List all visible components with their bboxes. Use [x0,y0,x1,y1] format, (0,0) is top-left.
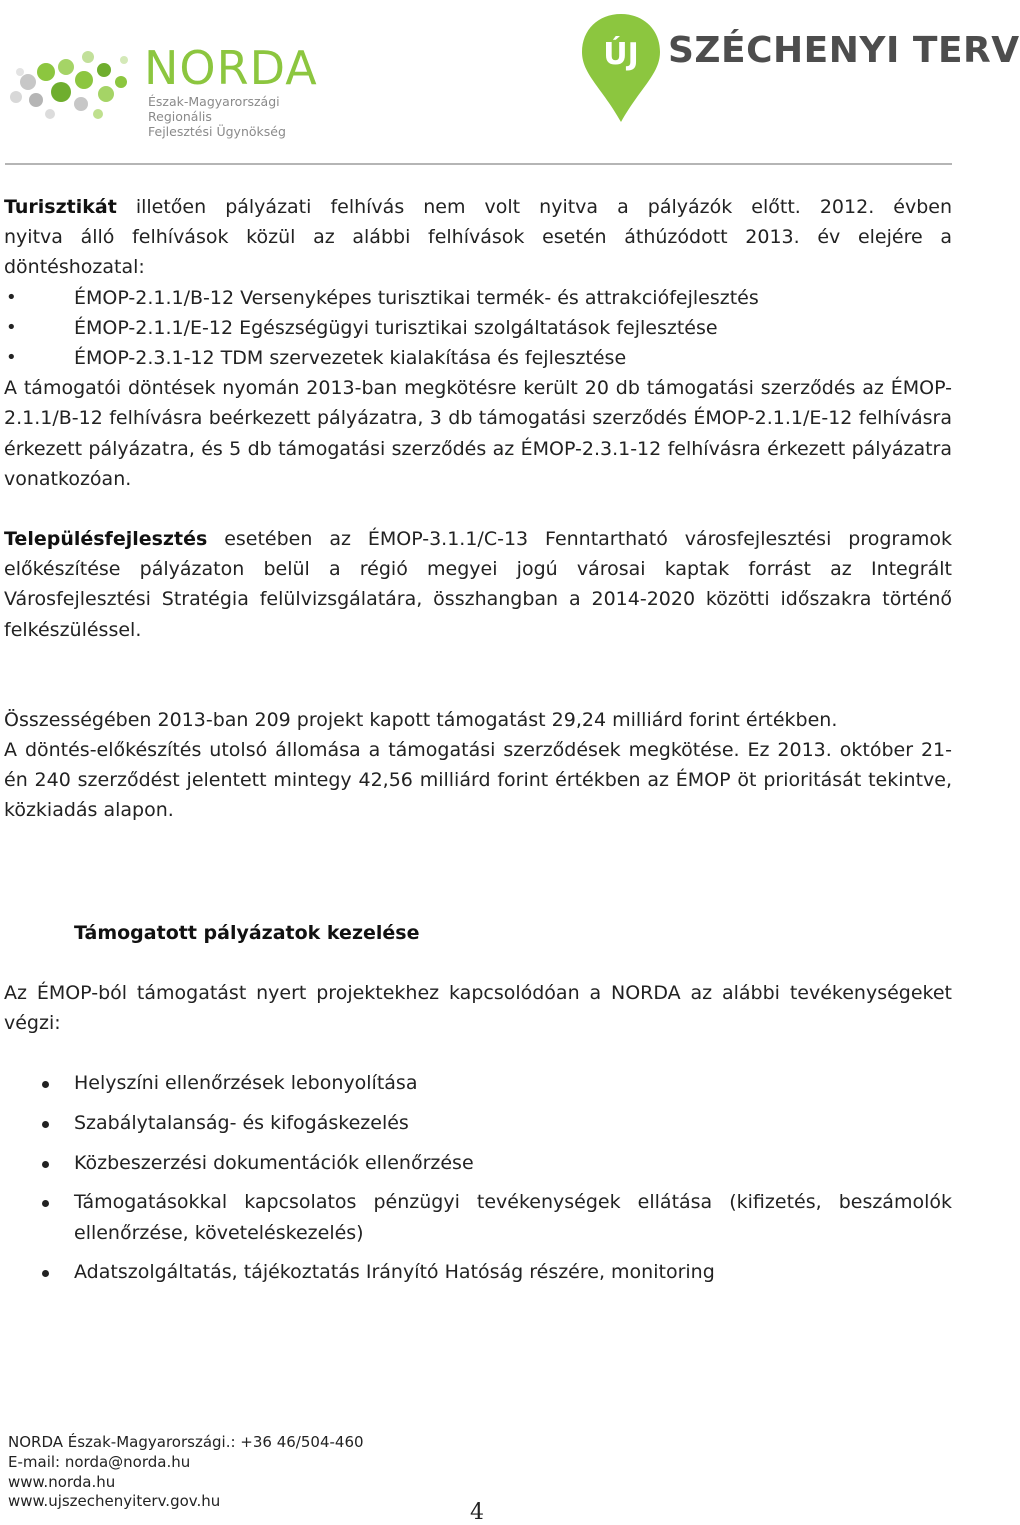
list-item: Szabálytalanság- és kifogáskezelés [4,1108,952,1138]
pin-text: ÚJ [603,37,639,72]
paragraph-tourism-line-2: nyitva álló felhívások közül az alábbi felhívások esetén áthúzódott 2013. év elejére a [4,226,952,249]
list-item: Közbeszerzési dokumentációk ellenőrzése [4,1148,952,1178]
paragraph-decisions: A támogatói döntések nyomán 2013-ban megkötésre került 20 db támogatási szerződés az ÉMOP-2.1.1/B-12 felhívásra beérkezett pályázatra, 3 db támogatási szerződés ÉMOP-2.1.1/E-12 felhívásra érkezett pályázatra, és 5 db támogatási szerződés az ÉMOP-2.3.1-12 felhívásra érkezett pályázatra vonatkozóan. [4,377,952,490]
norda-logo-text: NORDA [144,41,318,95]
tourism-bold: Turisztikát [4,196,117,218]
section-heading: Támogatott pályázatok kezelése [74,921,420,944]
norda-dots-logo-icon [6,42,136,132]
list-item: Támogatásokkal kapcsolatos pénzügyi tevékenységek ellátása (kifizetés, beszámolók ellenőrzése, követeléskezelés) [4,1187,952,1247]
list-item: Helyszíni ellenőrzések lebonyolítása [4,1068,952,1098]
paragraph-contracts: A döntés-előkészítés utolsó állomása a támogatási szerződések megkötése. Ez 2013. október 21-én 240 szerződést jelentett mintegy 42,56 milliárd forint értékben az ÉMOP öt prioritását tekintve, közkiadás alapon. [4,739,952,822]
map-pin-icon [576,10,666,125]
paragraph-activities-intro: Az ÉMOP-ból támogatást nyert projektekhez kapcsolódóan a NORDA az alábbi tevékenységeket végzi: [4,981,952,1035]
page-footer [8,1433,364,1512]
document-body [4,192,952,1297]
header-divider [5,163,952,165]
footer-website-szechenyi: www.ujszechenyiterv.gov.hu [8,1492,221,1511]
tourism-text-1: illetően pályázati felhívás nem volt nyitva a pályázók előtt. 2012. évben [116,196,952,218]
szechenyi-terv-logo [576,10,1020,125]
paragraph-tourism [4,192,952,222]
list-item: Adatszolgáltatás, tájékoztatás Irányító Hatóság részére, monitoring [4,1257,952,1287]
footer-phone: NORDA Észak-Magyarországi.: +36 46/504-460 [8,1433,364,1451]
paragraph-urban-development [4,524,952,645]
page-header [0,0,1020,165]
list-item: • ÉMOP-2.1.1/B-12 Versenyképes turisztikai termék- és attrakciófejlesztés [4,283,952,313]
norda-subtitle-line-1: Észak-Magyarországi Regionális [148,94,280,124]
footer-website-norda: www.norda.hu [8,1472,116,1491]
page-number: 4 [470,1500,484,1525]
norda-logo-subtitle [148,94,346,139]
norda-logo [6,41,346,139]
urban-development-text: esetében az ÉMOP-3.1.1/C-13 Fenntartható városfejlesztési programok előkészítése pályázaton belül a régió megyei jogú városai kaptak forrást az Integrált Városfejlesztési Stratégia felülvizsgálatára, összhangban a 2014-2020 közötti időszakra történő felkészüléssel. [4,528,952,641]
list-item: • ÉMOP-2.1.1/E-12 Egészségügyi turisztikai szolgáltatások fejlesztése [4,313,952,343]
urban-development-bold: Településfejlesztés [4,528,208,551]
list-item: • ÉMOP-2.3.1-12 TDM szervezetek kialakítása és fejlesztése [4,343,952,373]
paragraph-tourism-line-3: döntéshozatal: [4,256,145,279]
tourism-calls-list [4,283,952,374]
szechenyi-terv-text: SZÉCHENYI TERV [668,30,1020,71]
activities-list [4,1068,952,1287]
norda-subtitle-line-2: Fejlesztési Ügynökség [148,124,286,139]
paragraph-summary: Összességében 2013-ban 209 projekt kapott támogatást 29,24 milliárd forint értékben. [4,708,838,731]
footer-email: E-mail: norda@norda.hu [8,1452,191,1471]
